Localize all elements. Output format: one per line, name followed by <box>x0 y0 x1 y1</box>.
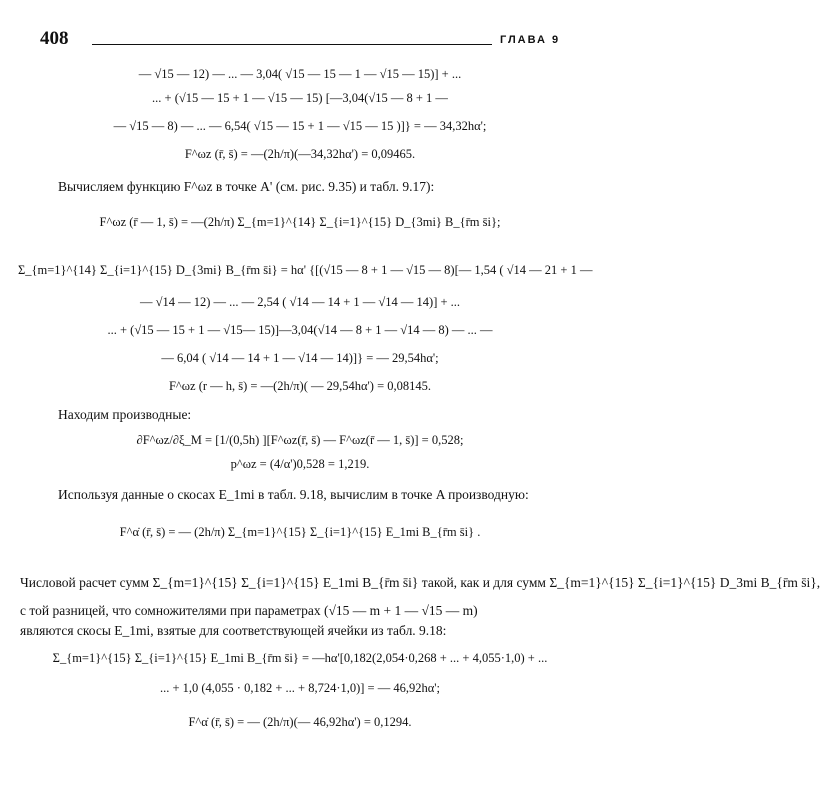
formula-line-13: F^α̇ (r̄, s̄) = — (2h/π) Σ_{m=1}^{15} Σ_{i=1}^{15} E_1mi B_{r̄m s̄i} . <box>119 525 481 539</box>
formula-line-10: F^ωz (r — h, s̄) = —(2h/π)( — 29,54hα') = 0,08145. <box>168 379 432 393</box>
page-number: 408 <box>40 28 69 49</box>
formula-line-8: ... + (√15 — 15 + 1 — √15— 15)]—3,04(√14 — 8 + 1 — √14 — 8) — ... — <box>107 323 493 337</box>
text-paragraph-6: являются скосы E_1mi, взятые для соответствующей ячейки из табл. 9.18: <box>20 623 447 638</box>
formula-line-4: F^ωz (r̄, s̄) = —(2h/π)(—34,32hα') = 0,09465. <box>184 147 416 161</box>
text-paragraph-2: Находим производные: <box>58 407 192 422</box>
chapter-title: ГЛАВА 9 <box>500 34 561 46</box>
text-paragraph-5: с той разницей, что сомножителями при параметрах (√15 — m + 1 — √15 — m) <box>20 603 478 618</box>
text-paragraph-1: Вычисляем функцию F^ωz в точке A' (см. рис. 9.35) и табл. 9.17): <box>58 179 435 194</box>
text-paragraph-3: Используя данные о скосах E_1mi в табл. 9.18, вычислим в точке A производную: <box>58 487 529 502</box>
formula-line-7: — √14 — 12) — ... — 2,54 ( √14 — 14 + 1 — √14 — 14)] + ... <box>139 295 461 309</box>
formula-line-9: — 6,04 ( √14 — 14 + 1 — √14 — 14)]} = — 29,54hα'; <box>161 351 439 365</box>
formula-line-1: — √15 — 12) — ... — 3,04( √15 — 15 — 1 — √15 — 15)] + ... <box>138 67 462 81</box>
formula-line-14: Σ_{m=1}^{15} Σ_{i=1}^{15} E_1mi B_{r̄m s̄i} = —hα'[0,182(2,054·0,268 + ... + 4,055·1,0) + ... <box>52 651 548 665</box>
formula-line-6: Σ_{m=1}^{14} Σ_{i=1}^{15} D_{3mi} B_{r̄m s̄i} = hα' {[(√15 — 8 + 1 — √15 — 8)[— 1,54 ( √14 — 21 + 1 — <box>18 263 593 277</box>
formula-line-16: F^α̇ (r̄, s̄) = — (2h/π)(— 46,92hα') = 0,1294. <box>188 715 412 729</box>
text-paragraph-4: Числовой расчет сумм Σ_{m=1}^{15} Σ_{i=1}^{15} E_1mi B_{r̄m s̄i} такой, как и для сумм Σ_{m=1}^{15} Σ_{i=1}^{15} D_3mi B_{r̄m s̄i}, <box>20 575 820 590</box>
formula-line-12: p^ωz = (4/α')0,528 = 1,219. <box>230 457 370 471</box>
formula-line-5: F^ωz (r̄ — 1, s̄) = —(2h/π) Σ_{m=1}^{14} Σ_{i=1}^{15} D_{3mi} B_{r̄m s̄i}; <box>99 215 501 229</box>
header-rule <box>92 44 492 45</box>
formula-line-2: ... + (√15 — 15 + 1 — √15 — 15) [—3,04(√15 — 8 + 1 — <box>152 91 448 105</box>
formula-line-15: ... + 1,0 (4,055 · 0,182 + ... + 8,724·1,0)] = — 46,92hα'; <box>159 681 441 695</box>
formula-line-3: — √15 — 8) — ... — 6,54( √15 — 15 + 1 — √15 — 15 )]} = — 34,32hα'; <box>113 119 487 133</box>
formula-line-11: ∂F^ωz/∂ξ_M = [1/(0,5h) ][F^ωz(r̄, s̄) — F^ωz(r̄ — 1, s̄)] = 0,528; <box>136 433 464 447</box>
